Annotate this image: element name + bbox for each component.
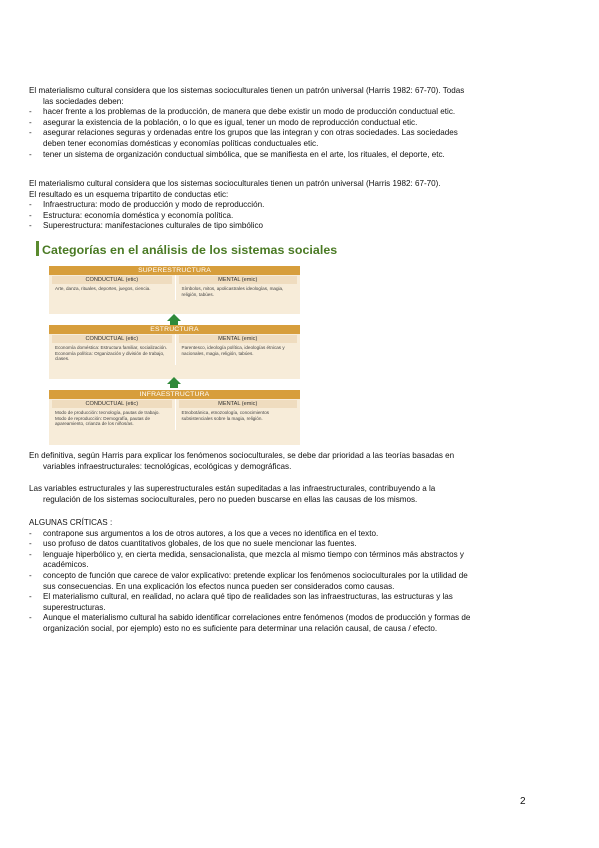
paragraph-line: El resultado es un esquema tripartito de conductas etic:: [29, 189, 229, 199]
list-item: - Estructura: economía doméstica y economía política.: [29, 211, 569, 222]
list-item: [29, 128, 569, 149]
layer-heading: INFRAESTRUCTURA: [49, 390, 300, 399]
list-item-text: lenguaje hiperbólico y, en cierta medida, sensacionalista, que mezcla al mismo tiempo con términos más abstractos y: [43, 549, 464, 559]
slide-title: [36, 241, 337, 257]
title-marker-icon: [36, 241, 39, 256]
column-heading: MENTAL (emic): [179, 276, 298, 284]
list-item-text-continued: deben tener economías domésticas y economías políticas conductuales etic.: [43, 138, 319, 148]
categories-diagram: [49, 266, 300, 446]
list-item: - tener un sistema de organización conductual simbólica, que se manifiesta en el arte, los rituales, el deporte, etc.: [29, 150, 569, 161]
column-text: Parentesco, ideología política, ideologías étnicas y nacionales, magia, religión, tabúes.: [181, 345, 285, 356]
up-arrow-icon: [167, 377, 181, 384]
layer-heading: ESTRUCTURA: [49, 325, 300, 334]
section-tripartite-scheme: [29, 179, 569, 232]
column-heading: CONDUCTUAL (etic): [52, 335, 172, 343]
list-item-text: Aunque el materialismo cultural ha sabido identificar correlaciones entre fenómenos (modos de producción y formas de: [43, 613, 471, 623]
up-arrow-icon: [167, 314, 181, 321]
paragraph-line: El materialismo cultural considera que los sistemas socioculturales tienen un patrón universal (Harris 1982: 67-70).: [29, 179, 441, 188]
paragraph-line: regulación de los sistemas socioculturales, pero no pueden buscarse en ellas las causas de los mismos.: [43, 494, 418, 504]
mental-column: [175, 399, 301, 430]
list-item: [29, 550, 569, 571]
column-heading: MENTAL (emic): [179, 400, 298, 408]
list-item: - hacer frente a los problemas de la producción, de manera que debe existir un modo de producción conductual etic.: [29, 107, 569, 118]
column-heading: CONDUCTUAL (etic): [52, 276, 172, 284]
list-item: [29, 592, 569, 613]
up-arrow-stem: [170, 384, 178, 388]
column-text: Economía doméstica: Estructura familiar, socialización. Economía política: Organización y división de trabajo, clases.: [55, 345, 168, 362]
critiques-heading: ALGUNAS CRÍTICAS :: [29, 518, 113, 527]
paragraph-line: Las variables estructurales y las superestructurales están supeditadas a las infraestructurales, contribuyendo a la: [29, 484, 436, 493]
layer-structure: [49, 325, 300, 379]
list-item-text-continued: académicos.: [43, 560, 89, 570]
layer-infrastructure: [49, 390, 300, 445]
column-text: Símbolos, mitos, apolicastrales ideologías, magia, religión, tabúes.: [181, 286, 284, 297]
list-item-text-continued: sus consecuencias. En una explicación los efectos nunca pueden ser considerados como causas.: [43, 581, 395, 591]
section-critiques: [29, 518, 569, 635]
scheme-list: [29, 200, 569, 232]
intro-text: El materialismo cultural considera que los sistemas socioculturales tienen un patrón universal (Harris 1982: 67-70). Todas: [29, 86, 465, 95]
list-item: [29, 571, 569, 592]
page-number: 2: [520, 796, 526, 807]
list-item: [29, 613, 569, 634]
column-text: Arte, danza, rituales, deportes, juegos, ciencia.: [55, 286, 151, 291]
list-item: - uso profuso de datos cuantitativos globales, de los que no suele mencionar las fuentes.: [29, 539, 569, 550]
column-text: Modo de producción: tecnología, pautas de trabajo. Modo de reproducción: Demografía, pautas de apareamiento, crianza de los niños/as.: [55, 410, 160, 427]
list-item: - Superestructura: manifestaciones culturales de tipo simbólico: [29, 221, 569, 232]
section-universal-pattern: [29, 86, 569, 160]
paragraph-conclusion: [29, 451, 569, 472]
paragraph-line: variables infraestructurales: tecnológicas, ecológicas y demográficas.: [43, 461, 292, 471]
mental-column: [175, 334, 301, 365]
intro-text-continued: las sociedades deben:: [43, 96, 124, 106]
slide-title-text: Categorías en el análisis de los sistemas sociales: [42, 243, 338, 257]
behavioral-column: [49, 399, 175, 430]
requirements-list: [29, 107, 569, 160]
mental-column: [175, 275, 301, 300]
behavioral-column: [49, 334, 175, 365]
column-text: Etnobotánica, etnozoología, conocimientos subsistenciales sobre la magia, religión.: [181, 410, 270, 421]
list-item-text: concepto de función que carece de valor explicativo: pretende explicar los fenómenos socioculturales por la utilidad de: [43, 570, 468, 580]
list-item-text-continued: superestructuras.: [43, 602, 106, 612]
critiques-list: [29, 529, 569, 635]
column-heading: CONDUCTUAL (etic): [52, 400, 172, 408]
list-item-text: El materialismo cultural, en realidad, no aclara qué tipo de realidades son las infraestructuras, las estructuras y las: [43, 592, 453, 602]
layer-heading: SUPERESTRUCTURA: [49, 266, 300, 275]
behavioral-column: [49, 275, 175, 300]
list-item: - contrapone sus argumentos a los de otros autores, a los que a veces no identifica en el texto.: [29, 529, 569, 540]
list-item-text-continued: organización social, por ejemplo) esto no es suficiente para determinar una relación causal, de causa / efecto.: [43, 623, 438, 633]
paragraph-line: En definitiva, según Harris para explicar los fenómenos socioculturales, se debe dar prioridad a las teorías basadas en: [29, 451, 455, 460]
list-item: - asegurar la existencia de la población, o lo que es igual, tener un modo de reproducción conductual etic.: [29, 118, 569, 129]
paragraph-variables: [29, 484, 569, 505]
list-item: - Infraestructura: modo de producción y modo de reproducción.: [29, 200, 569, 211]
list-item-text: asegurar relaciones seguras y ordenadas entre los grupos que las integran y con otras sociedades. Las sociedades: [43, 128, 458, 138]
column-heading: MENTAL (emic): [179, 335, 298, 343]
layer-superstructure: [49, 266, 300, 314]
